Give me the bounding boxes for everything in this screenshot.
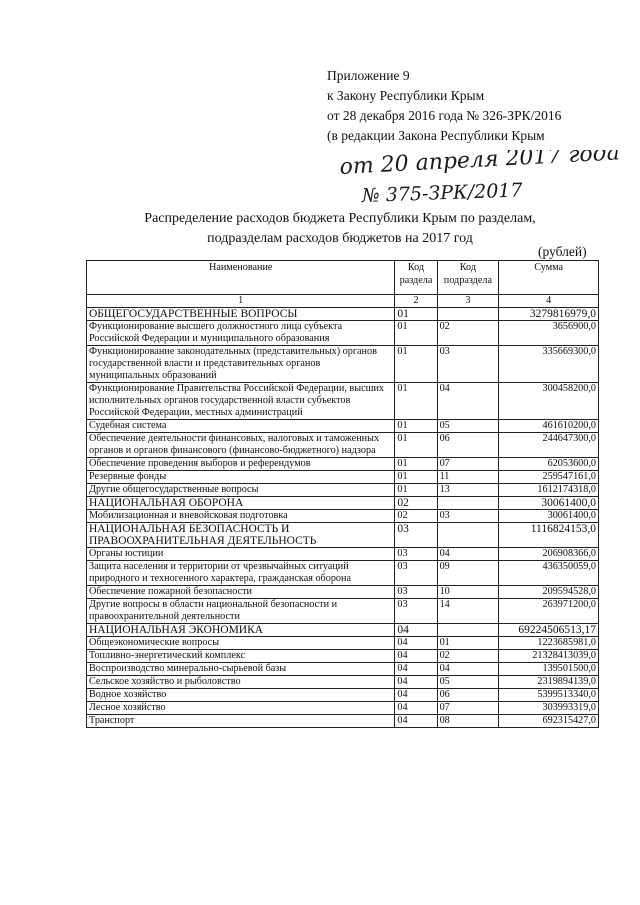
row-section-code: 01 xyxy=(395,346,437,383)
row-section-code: 01 xyxy=(395,321,437,346)
row-name: Сельское хозяйство и рыболовство xyxy=(87,676,395,689)
row-subsection-code: 05 xyxy=(437,676,499,689)
row-subsection-code: 02 xyxy=(437,650,499,663)
row-name: Органы юстиции xyxy=(87,548,395,561)
row-name: Функционирование Правительства Российской Федерации, высших исполнительных органов государственной власти субъектов Российской Федерации, местных администраций xyxy=(87,383,395,420)
row-section-code: 03 xyxy=(395,561,437,586)
row-subsection-code: 04 xyxy=(437,548,499,561)
row-name: Общеэкономические вопросы xyxy=(87,637,395,650)
col-number: 1 xyxy=(87,295,395,308)
row-name: Топливно-энергетический комплекс xyxy=(87,650,395,663)
table-body xyxy=(87,308,599,728)
row-section-code: 04 xyxy=(395,702,437,715)
row-section-code: 04 xyxy=(395,715,437,728)
row-name: Другие вопросы в области национальной безопасности и правоохранительной деятельности xyxy=(87,599,395,624)
table-row xyxy=(87,676,599,689)
handwritten-number: № 375-ЗРК/2017 xyxy=(361,179,523,207)
title-line-1: Распределение расходов бюджета Республики Крым по разделам, xyxy=(144,211,536,226)
law-date-number: от 28 декабря 2016 года № 326-ЗРК/2016 xyxy=(327,108,562,123)
table-row xyxy=(87,420,599,433)
row-name: Функционирование законодательных (представительных) органов государственной власти и представительных органов муниципальных образований xyxy=(87,346,395,383)
appendix-number: Приложение 9 xyxy=(327,68,410,83)
table-row xyxy=(87,702,599,715)
row-sum: 263971200,0 xyxy=(499,599,599,624)
row-section-code: 02 xyxy=(395,497,437,510)
table-row xyxy=(87,346,599,383)
row-name: Лесное хозяйство xyxy=(87,702,395,715)
header-section: Код раздела xyxy=(395,261,437,295)
row-sum: 1223685981,0 xyxy=(499,637,599,650)
row-name: Судебная система xyxy=(87,420,395,433)
row-sum: 244647300,0 xyxy=(499,433,599,458)
row-name: Обеспечение пожарной безопасности xyxy=(87,586,395,599)
col-number: 4 xyxy=(499,295,599,308)
row-section-code: 02 xyxy=(395,510,437,523)
row-sum: 300458200,0 xyxy=(499,383,599,420)
row-subsection-code: 03 xyxy=(437,346,499,383)
handwritten-date: от 20 апреля 2017 года xyxy=(340,150,621,180)
row-name: Транспорт xyxy=(87,715,395,728)
title-line-2: подразделам расходов бюджетов на 2017 год xyxy=(207,231,473,246)
row-section-code: 03 xyxy=(395,586,437,599)
row-subsection-code: 09 xyxy=(437,561,499,586)
row-sum: 30061400,0 xyxy=(499,510,599,523)
row-sum: 461610200,0 xyxy=(499,420,599,433)
row-sum: 3656900,0 xyxy=(499,321,599,346)
row-sum: 62053600,0 xyxy=(499,458,599,471)
row-subsection-code: 14 xyxy=(437,599,499,624)
row-section-code: 01 xyxy=(395,383,437,420)
row-subsection-code: 06 xyxy=(437,689,499,702)
row-subsection-code: 05 xyxy=(437,420,499,433)
budget-table xyxy=(86,260,599,728)
table-row xyxy=(87,497,599,510)
row-sum: 209594528,0 xyxy=(499,586,599,599)
row-subsection-code: 11 xyxy=(437,471,499,484)
row-name: Защита населения и территории от чрезвычайных ситуаций природного и техногенного характера, гражданская оборона xyxy=(87,561,395,586)
table-row xyxy=(87,689,599,702)
table-row xyxy=(87,650,599,663)
row-section-code: 01 xyxy=(395,471,437,484)
row-section-code: 03 xyxy=(395,523,437,548)
row-section-code: 03 xyxy=(395,548,437,561)
table-row xyxy=(87,624,599,637)
appendix-header xyxy=(327,66,561,146)
table-row xyxy=(87,433,599,458)
row-subsection-code: 02 xyxy=(437,321,499,346)
table-row xyxy=(87,308,599,321)
row-section-code: 04 xyxy=(395,676,437,689)
table-header-row xyxy=(87,261,599,295)
row-subsection-code xyxy=(437,497,499,510)
row-section-code: 04 xyxy=(395,663,437,676)
document-title xyxy=(110,209,570,249)
table-row xyxy=(87,458,599,471)
row-subsection-code: 04 xyxy=(437,663,499,676)
row-name: Обеспечение проведения выборов и референдумов xyxy=(87,458,395,471)
row-subsection-code: 10 xyxy=(437,586,499,599)
table-row xyxy=(87,523,599,548)
table-row xyxy=(87,715,599,728)
header-subsection: Код подраздела xyxy=(437,261,499,295)
revision-note: (в редакции Закона Республики Крым xyxy=(327,128,545,143)
row-sum: 2319894139,0 xyxy=(499,676,599,689)
row-subsection-code: 03 xyxy=(437,510,499,523)
row-name: Воспроизводство минерально-сырьевой базы xyxy=(87,663,395,676)
table-row xyxy=(87,548,599,561)
row-sum: 303993319,0 xyxy=(499,702,599,715)
row-subsection-code xyxy=(437,624,499,637)
row-sum: 1612174318,0 xyxy=(499,484,599,497)
row-name: НАЦИОНАЛЬНАЯ ЭКОНОМИКА xyxy=(87,624,395,637)
row-sum: 30061400,0 xyxy=(499,497,599,510)
row-subsection-code: 01 xyxy=(437,637,499,650)
table-row xyxy=(87,599,599,624)
row-sum: 3279816979,0 xyxy=(499,308,599,321)
table-row xyxy=(87,484,599,497)
row-section-code: 01 xyxy=(395,458,437,471)
row-name: НАЦИОНАЛЬНАЯ БЕЗОПАСНОСТЬ И ПРАВООХРАНИТЕЛЬНАЯ ДЕЯТЕЛЬНОСТЬ xyxy=(87,523,395,548)
row-name: НАЦИОНАЛЬНАЯ ОБОРОНА xyxy=(87,497,395,510)
row-sum: 69224506513,17 xyxy=(499,624,599,637)
row-subsection-code: 13 xyxy=(437,484,499,497)
table-row xyxy=(87,561,599,586)
header-sum: Сумма xyxy=(499,261,599,295)
row-section-code: 04 xyxy=(395,689,437,702)
row-section-code: 04 xyxy=(395,650,437,663)
handwritten-revision-svg xyxy=(340,150,630,210)
row-sum: 21328413039,0 xyxy=(499,650,599,663)
row-subsection-code xyxy=(437,523,499,548)
row-name: Функционирование высшего должностного лица субъекта Российской Федерации и муниципального образования xyxy=(87,321,395,346)
row-section-code: 04 xyxy=(395,624,437,637)
col-number: 2 xyxy=(395,295,437,308)
row-subsection-code: 07 xyxy=(437,702,499,715)
row-sum: 259547161,0 xyxy=(499,471,599,484)
law-reference: к Закону Республики Крым xyxy=(327,88,485,103)
row-name: ОБЩЕГОСУДАРСТВЕННЫЕ ВОПРОСЫ xyxy=(87,308,395,321)
row-name: Обеспечение деятельности финансовых, налоговых и таможенных органов и органов финансового (финансово-бюджетного) надзора xyxy=(87,433,395,458)
table-row xyxy=(87,663,599,676)
row-subsection-code xyxy=(437,308,499,321)
row-section-code: 01 xyxy=(395,433,437,458)
table-row xyxy=(87,510,599,523)
row-subsection-code: 08 xyxy=(437,715,499,728)
row-subsection-code: 06 xyxy=(437,433,499,458)
row-name: Водное хозяйство xyxy=(87,689,395,702)
row-subsection-code: 07 xyxy=(437,458,499,471)
row-sum: 206908366,0 xyxy=(499,548,599,561)
row-section-code: 03 xyxy=(395,599,437,624)
table-row xyxy=(87,383,599,420)
row-section-code: 01 xyxy=(395,484,437,497)
row-name: Другие общегосударственные вопросы xyxy=(87,484,395,497)
row-section-code: 01 xyxy=(395,308,437,321)
unit-label: (рублей) xyxy=(538,244,587,259)
row-section-code: 04 xyxy=(395,637,437,650)
row-name: Мобилизационная и вневойсковая подготовка xyxy=(87,510,395,523)
row-name: Резервные фонды xyxy=(87,471,395,484)
table-row xyxy=(87,586,599,599)
row-sum: 1116824153,0 xyxy=(499,523,599,548)
row-subsection-code: 04 xyxy=(437,383,499,420)
table-row xyxy=(87,321,599,346)
row-section-code: 01 xyxy=(395,420,437,433)
header-name: Наименование xyxy=(87,261,395,295)
row-sum: 335669300,0 xyxy=(499,346,599,383)
row-sum: 139501500,0 xyxy=(499,663,599,676)
col-number: 3 xyxy=(437,295,499,308)
table-row xyxy=(87,471,599,484)
handwritten-revision xyxy=(340,150,630,210)
row-sum: 436350059,0 xyxy=(499,561,599,586)
column-numbers-row xyxy=(87,295,599,308)
table-row xyxy=(87,637,599,650)
row-sum: 692315427,0 xyxy=(499,715,599,728)
row-sum: 5399513340,0 xyxy=(499,689,599,702)
